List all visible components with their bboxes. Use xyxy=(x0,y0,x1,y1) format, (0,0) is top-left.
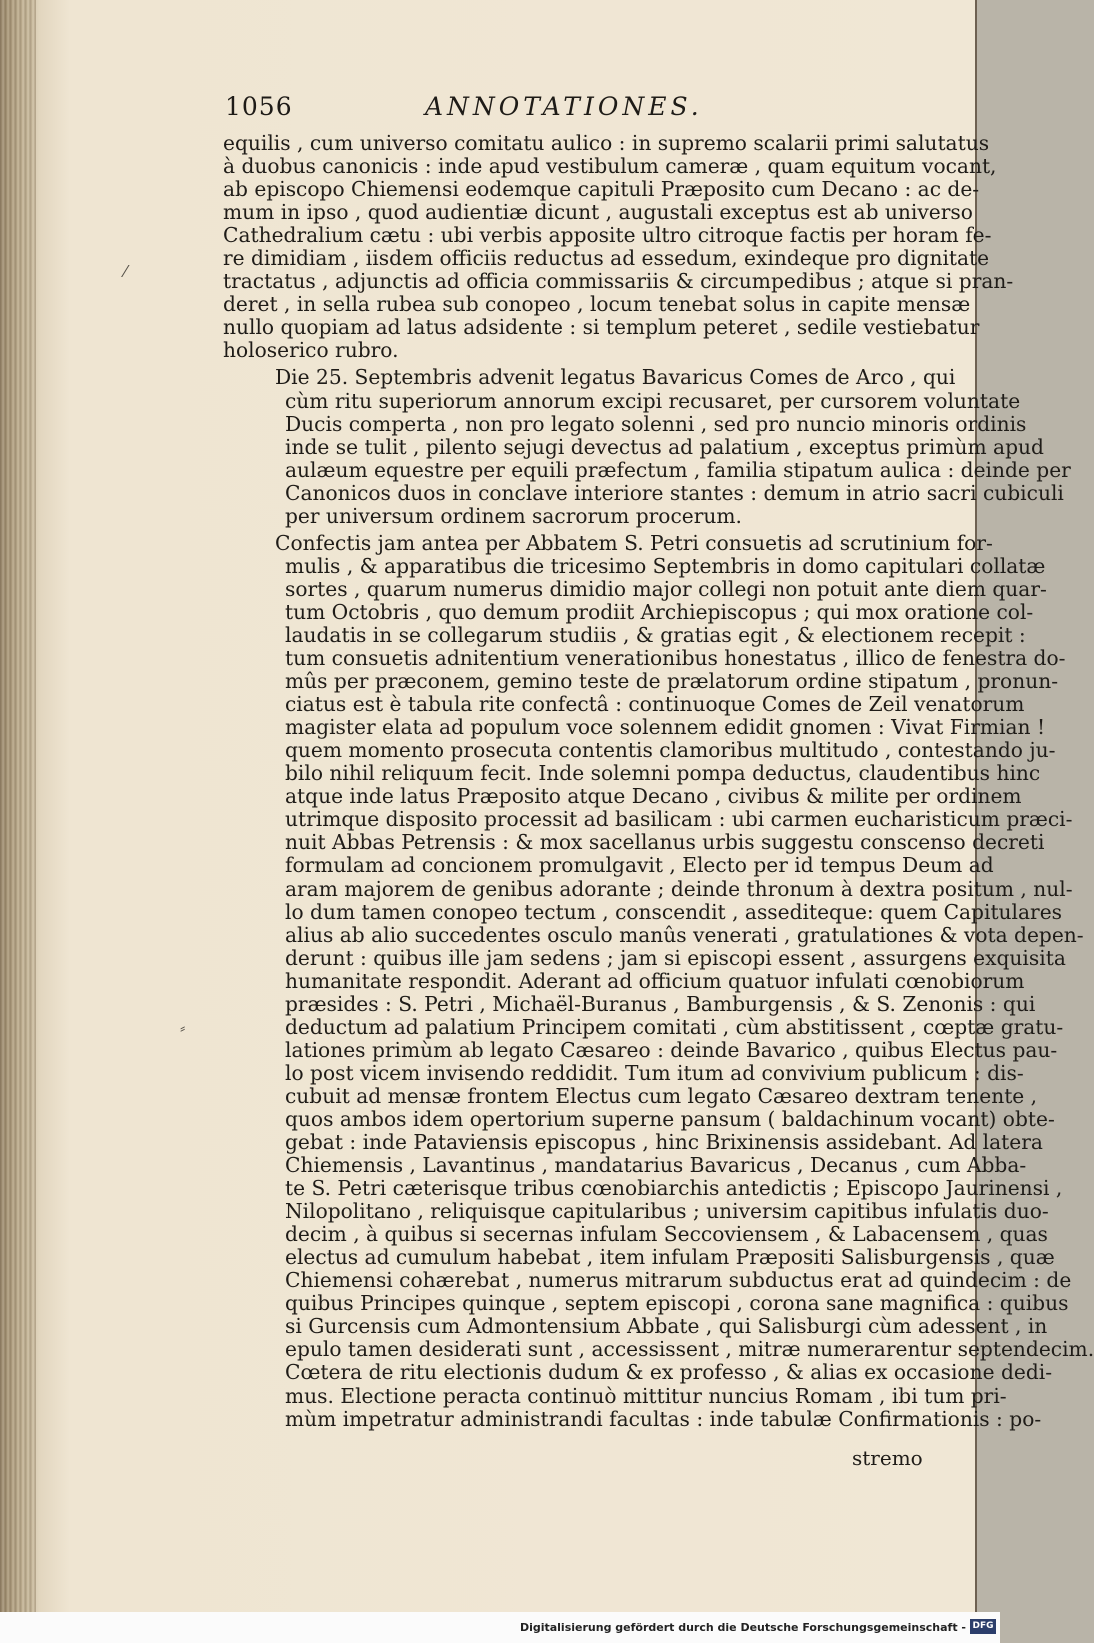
text-line: lationes primùm ab legato Cæsareo : deinde Bavarico , quibus Electus pau- xyxy=(285,1037,1058,1062)
text-line: formulam ad concionem promulgavit , Electo per id tempus Deum ad xyxy=(285,853,994,878)
text-line: lo post vicem invisendo reddidit. Tum itum ad convivium publicum : dis- xyxy=(285,1060,1024,1085)
text-line: lo dum tamen conopeo tectum , conscendit , assediteque: quem Capitulares xyxy=(285,899,1063,924)
text-line: laudatis in se collegarum studiis , & gratias egit , & electionem recepit : xyxy=(285,622,1026,647)
text-line: tum Octobris , quo demum prodiit Archiepiscopus ; qui mox oratione col- xyxy=(285,599,1034,624)
text-line: quos ambos idem opertorium superne pansum ( baldachinum vocant) obte- xyxy=(285,1106,1055,1131)
text-line: re dimidiam , iisdem officiis reductus ad essedum, exindeque pro dignitate xyxy=(223,246,990,271)
text-line: Cœtera de ritu electionis dudum & ex professo , & alias ex occasione dedi- xyxy=(285,1360,1053,1385)
text-line: Cathedralium cætu : ubi verbis apposite ultro citroque factis per horam fe- xyxy=(223,223,992,248)
text-line: cubuit ad mensæ frontem Electus cum legato Cæsareo dextram tenente , xyxy=(285,1083,1038,1108)
text-line: equilis , cum universo comitatu aulico : in supremo scalarii primi salutatus xyxy=(223,131,990,155)
text-line: mulis , & apparatibus die tricesimo Septembris in domo capitulari collatæ xyxy=(285,553,1046,578)
text-line: aulæum equestre per equili præfectum , familia stipatum aulica : deinde per xyxy=(285,457,1071,482)
text-line: te S. Petri cæterisque tribus cœnobiarchis antedictis ; Episcopo Jaurinensi , xyxy=(285,1176,1063,1201)
text-line: per universum ordinem sacrorum procerum. xyxy=(285,503,742,528)
footer-bar xyxy=(0,1612,1000,1643)
text-line: nuit Abbas Petrensis : & mox sacellanus urbis suggestu conscenso decreti xyxy=(285,830,1045,855)
text-line: deret , in sella rubea sub conopeo , locum tenebat solus in capite mensæ xyxy=(223,292,971,317)
text-line: mûs per præconem, gemino teste de prælatorum ordine stipatum , pronun- xyxy=(285,669,1059,694)
margin-pencil-mark: ⁄ xyxy=(124,262,127,281)
text-line: alius ab alio succedentes osculo manûs venerati , gratulationes & vota depen- xyxy=(285,922,1084,947)
text-line: sortes , quarum numerus dimidio major collegi non potuit ante diem quar- xyxy=(285,576,1047,601)
text-line: Ducis comperta , non pro legato solenni , sed pro nuncio minoris ordinis xyxy=(285,411,1027,436)
text-line: mum in ipso , quod audientiæ dicunt , augustali exceptus est ab universo xyxy=(223,200,973,225)
paragraph xyxy=(223,131,1014,363)
text-line: Confectis jam antea per Abbatem S. Petri consuetis ad scrutinium for- xyxy=(275,530,993,555)
page-edge-stack xyxy=(0,0,36,1612)
text-line: magister elata ad populum voce solennem edidit gnomen : Vivat Firmian ! xyxy=(285,715,1046,740)
text-line: holoserico rubro. xyxy=(223,338,399,363)
text-line: præsides : S. Petri , Michaël-Buranus , Bamburgensis , & S. Zenonis : qui xyxy=(285,991,1036,1016)
text-line: aram majorem de genibus adorante ; deinde thronum à dextra positum , nul- xyxy=(285,876,1073,901)
text-line: mùm impetratur administrandi facultas : inde tabulæ Confirmationis : po- xyxy=(285,1406,1042,1431)
text-line: quem momento prosecuta contentis clamoribus multitudo , contestando ju- xyxy=(285,738,1056,763)
text-line: ab episcopo Chiemensi eodemque capituli Præposito cum Decano : ac de- xyxy=(223,177,980,202)
text-line: tractatus , adjunctis ad officia commissariis & circumpedibus ; atque si pran- xyxy=(223,269,1014,294)
running-head xyxy=(225,92,925,132)
text-line: decim , à quibus si secernas infulam Seccoviensem , & Labacensem , quas xyxy=(285,1222,1048,1247)
paragraph xyxy=(223,365,1071,528)
text-line: Canonicos duos in conclave interiore stantes : demum in atrio sacri cubiculi xyxy=(285,480,1064,505)
text-line: cùm ritu superiorum annorum excipi recusaret, per cursorem voluntate xyxy=(285,388,1021,413)
margin-pencil-mark: ⸗ xyxy=(180,1018,186,1037)
paragraph xyxy=(223,530,1094,1431)
text-line: inde se tulit , pilento sejugi devectus ad palatium , exceptus primùm apud xyxy=(285,434,1044,459)
text-line: mus. Electione peracta continuò mittitur nuncius Romam , ibi tum pri- xyxy=(285,1383,1007,1408)
text-line: quibus Principes quinque , septem episcopi , corona sane magnifica : quibus xyxy=(285,1291,1069,1316)
funding-notice: Digitalisierung gefördert durch die Deutsche Forschungsgemeinschaft - xyxy=(519,1621,966,1634)
text-line: atque inde latus Præposito atque Decano , civibus & milite per ordinem xyxy=(285,784,1022,809)
page-title: ANNOTATIONES. xyxy=(425,92,703,121)
catchword: stremo xyxy=(852,1446,923,1470)
text-line: gebat : inde Pataviensis episcopus , hinc Brixinensis assidebant. Ad latera xyxy=(285,1130,1043,1155)
text-line: electus ad cumulum habebat , item infulam Præpositi Salisburgensis , quæ xyxy=(285,1245,1055,1270)
text-line: bilo nihil reliquum fecit. Inde solemni pompa deductus, claudentibus hinc xyxy=(285,761,1041,786)
text-line: ciatus est è tabula rite confectâ : continuoque Comes de Zeil venatorum xyxy=(285,692,1025,717)
text-line: derunt : quibus ille jam sedens ; jam si episcopi essent , assurgens exquisita xyxy=(285,945,1066,970)
text-line: Die 25. Septembris advenit legatus Bavaricus Comes de Arco , qui xyxy=(275,365,956,390)
text-line: Chiemensis , Lavantinus , mandatarius Bavaricus , Decanus , cum Abba- xyxy=(285,1153,1027,1178)
text-line: deductum ad palatium Principem comitati , cùm abstitissent , cœptæ gratu- xyxy=(285,1014,1064,1039)
dfg-logo: DFG xyxy=(970,1619,996,1634)
page-number: 1056 xyxy=(225,92,293,121)
text-line: epulo tamen desiderati sunt , accessissent , mitræ numerarentur septendecim. xyxy=(285,1337,1094,1362)
text-line: nullo quopiam ad latus adsidente : si templum peteret , sedile vestiebatur xyxy=(223,315,980,340)
text-line: Nilopolitano , reliquisque capitularibus ; universim capitibus infulatis duo- xyxy=(285,1199,1049,1224)
body-text xyxy=(223,131,1094,1435)
text-line: à duobus canonicis : inde apud vestibulum cameræ , quam equitum vocant, xyxy=(223,154,997,179)
text-line: tum consuetis adnitentium venerationibus honestatus , illico de fenestra do- xyxy=(285,646,1066,671)
text-line: si Gurcensis cum Admontensium Abbate , qui Salisburgi cùm adessent , in xyxy=(285,1314,1048,1339)
text-line: Chiemensi cohærebat , numerus mitrarum subductus erat ad quindecim : de xyxy=(285,1268,1072,1293)
text-line: utrimque disposito processit ad basilicam : ubi carmen eucharisticum præci- xyxy=(285,807,1073,832)
text-line: humanitate respondit. Aderant ad officium quatuor infulati cœnobiorum xyxy=(285,968,1025,993)
